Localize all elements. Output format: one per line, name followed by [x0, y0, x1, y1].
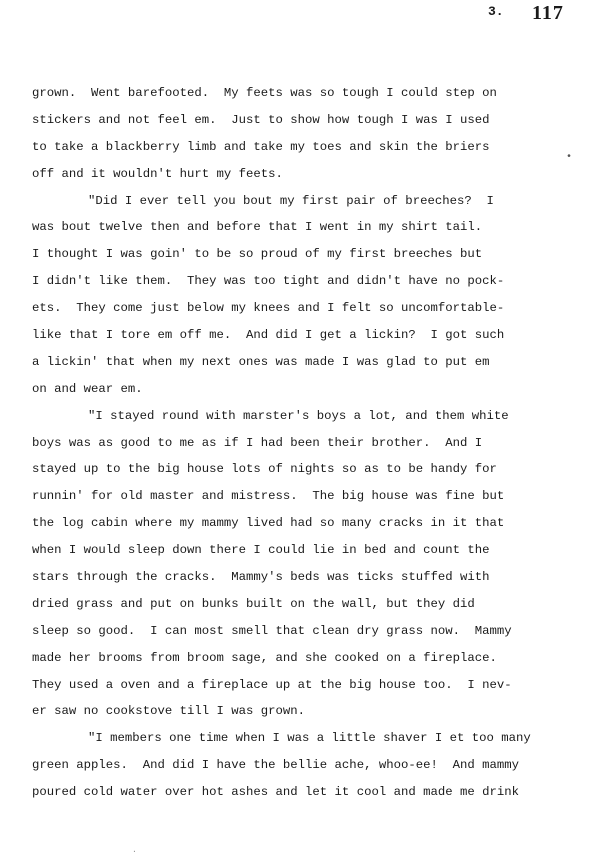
bottom-mark: . [132, 846, 137, 855]
page-number: 117 [532, 2, 564, 24]
text-line: runnin' for old master and mistress. The big house was fine but [32, 489, 505, 504]
text-line: er saw no cookstove till I was grown. [32, 704, 306, 719]
text-line: to take a blackberry limb and take my toes and skin the briers [32, 139, 490, 154]
text-line: stickers and not feel em. Just to show how tough I was I used [32, 112, 490, 127]
text-line: on and wear em. [32, 381, 143, 396]
margin-mark: • [566, 152, 573, 163]
text-line: off and it wouldn't hurt my feets. [32, 166, 283, 181]
text-line: stayed up to the big house lots of nights so as to be handy for [32, 462, 497, 477]
text-line: ets. They come just below my knees and I felt so uncomfortable- [32, 301, 505, 316]
text-line: I thought I was goin' to be so proud of my first breeches but [32, 247, 483, 262]
text-line: poured cold water over hot ashes and let it cool and made me drink [32, 785, 520, 800]
text-line: grown. Went barefooted. My feets was so tough I could step on [32, 86, 497, 100]
text-line: They used a oven and a fireplace up at the big house too. I nev- [32, 677, 512, 692]
text-line: "Did I ever tell you bout my first pair of breeches? I [88, 193, 494, 208]
page-marker: 3. [488, 4, 504, 19]
text-line: sleep so good. I can most smell that clean dry grass now. Mammy [32, 623, 512, 638]
text-line: made her brooms from broom sage, and she cooked on a fireplace. [32, 650, 497, 665]
text-line: boys was as good to me as if I had been their brother. And I [32, 435, 483, 450]
text-line: green apples. And did I have the bellie ache, whoo-ee! And mammy [32, 758, 520, 773]
text-line: like that I tore em off me. And did I get a lickin? I got such [32, 328, 505, 343]
text-line: "I stayed round with marster's boys a lot, and them white [88, 408, 509, 423]
text-line: a lickin' that when my next ones was made I was glad to put em [32, 354, 490, 369]
text-line: stars through the cracks. Mammy's beds was ticks stuffed with [32, 570, 490, 585]
text-line: when I would sleep down there I could lie in bed and count the [32, 543, 490, 558]
text-line: was bout twelve then and before that I went in my shirt tail. [32, 220, 483, 235]
document-body [32, 80, 592, 806]
text-line: dried grass and put on bunks built on the wall, but they did [32, 596, 475, 611]
text-line: I didn't like them. They was too tight and didn't have no pock- [32, 274, 505, 289]
text-line: the log cabin where my mammy lived had so many cracks in it that [32, 516, 505, 531]
text-line: "I members one time when I was a little shaver I et too many [88, 731, 531, 746]
